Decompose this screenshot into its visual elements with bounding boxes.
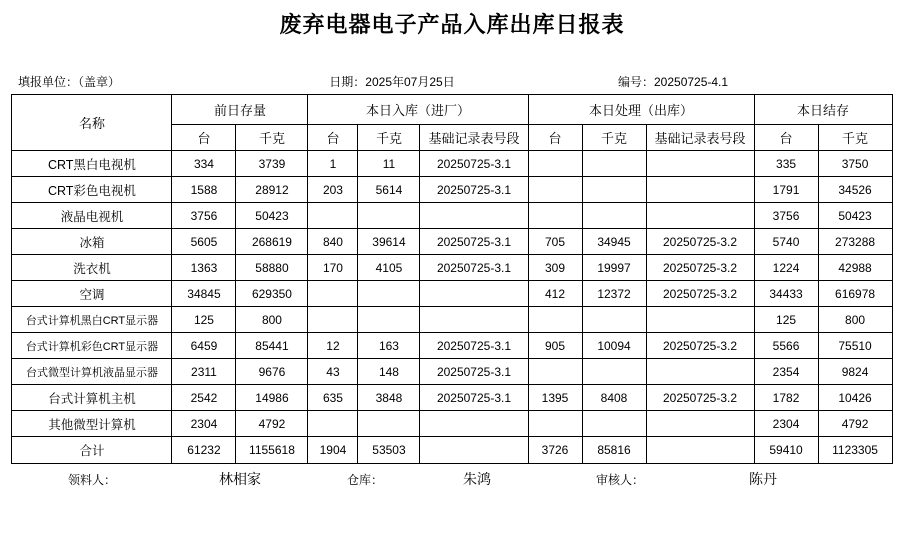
row-prev-kg: 50423 [236,203,308,229]
auditor-label: 审核人： [595,472,644,487]
row-in-kg: 163 [358,333,420,359]
table-row [12,411,892,437]
row-in-ref [420,281,528,307]
row-prev-kg: 800 [236,307,308,333]
row-prev-units: 1588 [172,177,236,203]
row-out-ref: 20250725-3.2 [646,333,754,359]
row-in-ref: 20250725-3.1 [420,177,528,203]
row-in-units: 635 [308,385,358,411]
row-out-kg: 34945 [582,229,646,255]
row-bal-units: 1782 [754,385,818,411]
row-bal-kg: 3750 [818,151,892,177]
total-in-units: 1904 [308,437,358,464]
reporting-unit-label: 填报单位：（盖章） [18,74,121,89]
row-prev-kg: 58880 [236,255,308,281]
row-bal-kg: 4792 [818,411,892,437]
header-balance: 本日结存 [754,95,892,125]
row-name: 冰箱 [12,229,172,255]
row-out-ref: 20250725-3.2 [646,281,754,307]
meta-row [12,68,892,94]
row-out-ref: 20250725-3.2 [646,255,754,281]
row-prev-units: 1363 [172,255,236,281]
row-bal-kg: 9824 [818,359,892,385]
warehouse-value: 朱鸿 [463,473,491,488]
subheader-prev-kg: 千克 [236,125,308,151]
row-prev-units: 3756 [172,203,236,229]
group-header-row [12,95,892,125]
row-prev-units: 125 [172,307,236,333]
row-name: 台式计算机彩色CRT显示器 [12,333,172,359]
subheader-out-units: 台 [528,125,582,151]
row-in-ref: 20250725-3.1 [420,333,528,359]
row-in-ref [420,411,528,437]
row-name: 台式计算机黑白CRT显示器 [12,307,172,333]
row-bal-kg: 50423 [818,203,892,229]
total-prev-units: 61232 [172,437,236,464]
row-bal-units: 5740 [754,229,818,255]
row-out-units: 309 [528,255,582,281]
row-prev-kg: 3739 [236,151,308,177]
row-bal-units: 2304 [754,411,818,437]
row-in-units: 840 [308,229,358,255]
row-bal-units: 2354 [754,359,818,385]
row-in-kg: 148 [358,359,420,385]
subheader-out-kg: 千克 [582,125,646,151]
row-in-kg: 4105 [358,255,420,281]
total-bal-kg: 1123305 [818,437,892,464]
row-out-ref [646,359,754,385]
table-row [12,203,892,229]
row-out-units [528,203,582,229]
table-row [12,359,892,385]
report-date-label: 日期：2025年07月25日 [329,74,455,89]
warehouse-label: 仓库： [346,472,383,487]
header-outbound: 本日处理（出库） [528,95,754,125]
table-row [12,385,892,411]
row-prev-units: 2311 [172,359,236,385]
table-row [12,281,892,307]
row-prev-kg: 268619 [236,229,308,255]
row-in-units: 1 [308,151,358,177]
subheader-bal-units: 台 [754,125,818,151]
subheader-in-ref: 基础记录表号段 [420,125,528,151]
row-prev-units: 2542 [172,385,236,411]
row-bal-units: 34433 [754,281,818,307]
header-previous-stock: 前日存量 [172,95,308,125]
row-in-ref [420,203,528,229]
row-out-units: 1395 [528,385,582,411]
row-in-kg [358,281,420,307]
row-prev-kg: 9676 [236,359,308,385]
row-in-units [308,307,358,333]
row-name: 空调 [12,281,172,307]
row-in-ref: 20250725-3.1 [420,151,528,177]
picker-value: 林相家 [219,473,261,488]
auditor-value: 陈丹 [749,473,777,488]
row-out-kg [582,151,646,177]
row-in-kg: 39614 [358,229,420,255]
subheader-out-ref: 基础记录表号段 [646,125,754,151]
row-in-ref: 20250725-3.1 [420,385,528,411]
total-label: 合计 [12,437,172,464]
total-out-ref [646,437,754,464]
page-title: 废弃电器电子产品入库出库日报表 [279,11,625,37]
row-out-kg: 19997 [582,255,646,281]
row-prev-units: 34845 [172,281,236,307]
header-name: 名称 [12,95,172,151]
row-out-units: 412 [528,281,582,307]
row-in-units: 203 [308,177,358,203]
row-prev-units: 2304 [172,411,236,437]
total-out-units: 3726 [528,437,582,464]
total-in-kg: 53503 [358,437,420,464]
subheader-in-units: 台 [308,125,358,151]
row-prev-kg: 28912 [236,177,308,203]
row-out-kg: 8408 [582,385,646,411]
row-prev-kg: 14986 [236,385,308,411]
row-name: 其他微型计算机 [12,411,172,437]
row-name: 台式微型计算机液晶显示器 [12,359,172,385]
row-in-ref: 20250725-3.1 [420,255,528,281]
row-bal-kg: 34526 [818,177,892,203]
row-bal-units: 5566 [754,333,818,359]
row-bal-kg: 273288 [818,229,892,255]
row-in-kg: 11 [358,151,420,177]
table-row [12,255,892,281]
row-in-units [308,411,358,437]
table-row [12,151,892,177]
table-row [12,307,892,333]
row-in-kg [358,307,420,333]
row-out-units [528,177,582,203]
row-out-units [528,411,582,437]
row-out-kg [582,177,646,203]
subheader-in-kg: 千克 [358,125,420,151]
row-out-ref: 20250725-3.2 [646,229,754,255]
row-prev-units: 6459 [172,333,236,359]
title-row [0,0,904,46]
row-out-units [528,307,582,333]
subheader-prev-units: 台 [172,125,236,151]
row-name: 台式计算机主机 [12,385,172,411]
row-out-units: 905 [528,333,582,359]
table-row [12,177,892,203]
title-spacer [0,46,904,68]
row-out-ref [646,307,754,333]
row-out-kg [582,359,646,385]
report-number-label: 编号：20250725-4.1 [618,74,729,89]
row-bal-kg: 10426 [818,385,892,411]
row-prev-kg: 629350 [236,281,308,307]
row-name: CRT彩色电视机 [12,177,172,203]
row-bal-units: 1224 [754,255,818,281]
row-in-kg [358,203,420,229]
row-bal-kg: 42988 [818,255,892,281]
row-bal-kg: 800 [818,307,892,333]
inventory-table [11,94,892,464]
row-out-units: 705 [528,229,582,255]
total-row [12,437,892,464]
row-bal-units: 125 [754,307,818,333]
row-out-ref [646,177,754,203]
picker-label: 领料人： [67,472,116,487]
row-prev-units: 5605 [172,229,236,255]
row-prev-units: 334 [172,151,236,177]
subheader-bal-kg: 千克 [818,125,892,151]
row-out-kg [582,203,646,229]
row-bal-kg: 616978 [818,281,892,307]
row-bal-units: 1791 [754,177,818,203]
row-name: 液晶电视机 [12,203,172,229]
row-bal-kg: 75510 [818,333,892,359]
total-in-ref [420,437,528,464]
table-row [12,229,892,255]
row-in-units: 170 [308,255,358,281]
row-in-units [308,281,358,307]
row-out-kg: 10094 [582,333,646,359]
row-in-units: 43 [308,359,358,385]
row-out-units [528,151,582,177]
row-name: CRT黑白电视机 [12,151,172,177]
row-prev-kg: 85441 [236,333,308,359]
row-name: 洗衣机 [12,255,172,281]
row-in-units [308,203,358,229]
row-out-ref [646,203,754,229]
row-in-ref: 20250725-3.1 [420,229,528,255]
row-out-kg: 12372 [582,281,646,307]
row-out-kg [582,307,646,333]
row-bal-units: 3756 [754,203,818,229]
row-out-kg [582,411,646,437]
row-out-ref [646,151,754,177]
row-in-ref [420,307,528,333]
row-out-ref [646,411,754,437]
row-in-ref: 20250725-3.1 [420,359,528,385]
total-out-kg: 85816 [582,437,646,464]
signature-row [12,464,892,494]
row-in-kg: 5614 [358,177,420,203]
row-in-kg: 3848 [358,385,420,411]
row-prev-kg: 4792 [236,411,308,437]
footer-spacer [818,464,892,494]
table-row [12,333,892,359]
row-bal-units: 335 [754,151,818,177]
row-in-kg [358,411,420,437]
row-out-ref: 20250725-3.2 [646,385,754,411]
header-inbound: 本日入库（进厂） [308,95,528,125]
row-out-units [528,359,582,385]
row-in-units: 12 [308,333,358,359]
total-bal-units: 59410 [754,437,818,464]
total-prev-kg: 1155618 [236,437,308,464]
